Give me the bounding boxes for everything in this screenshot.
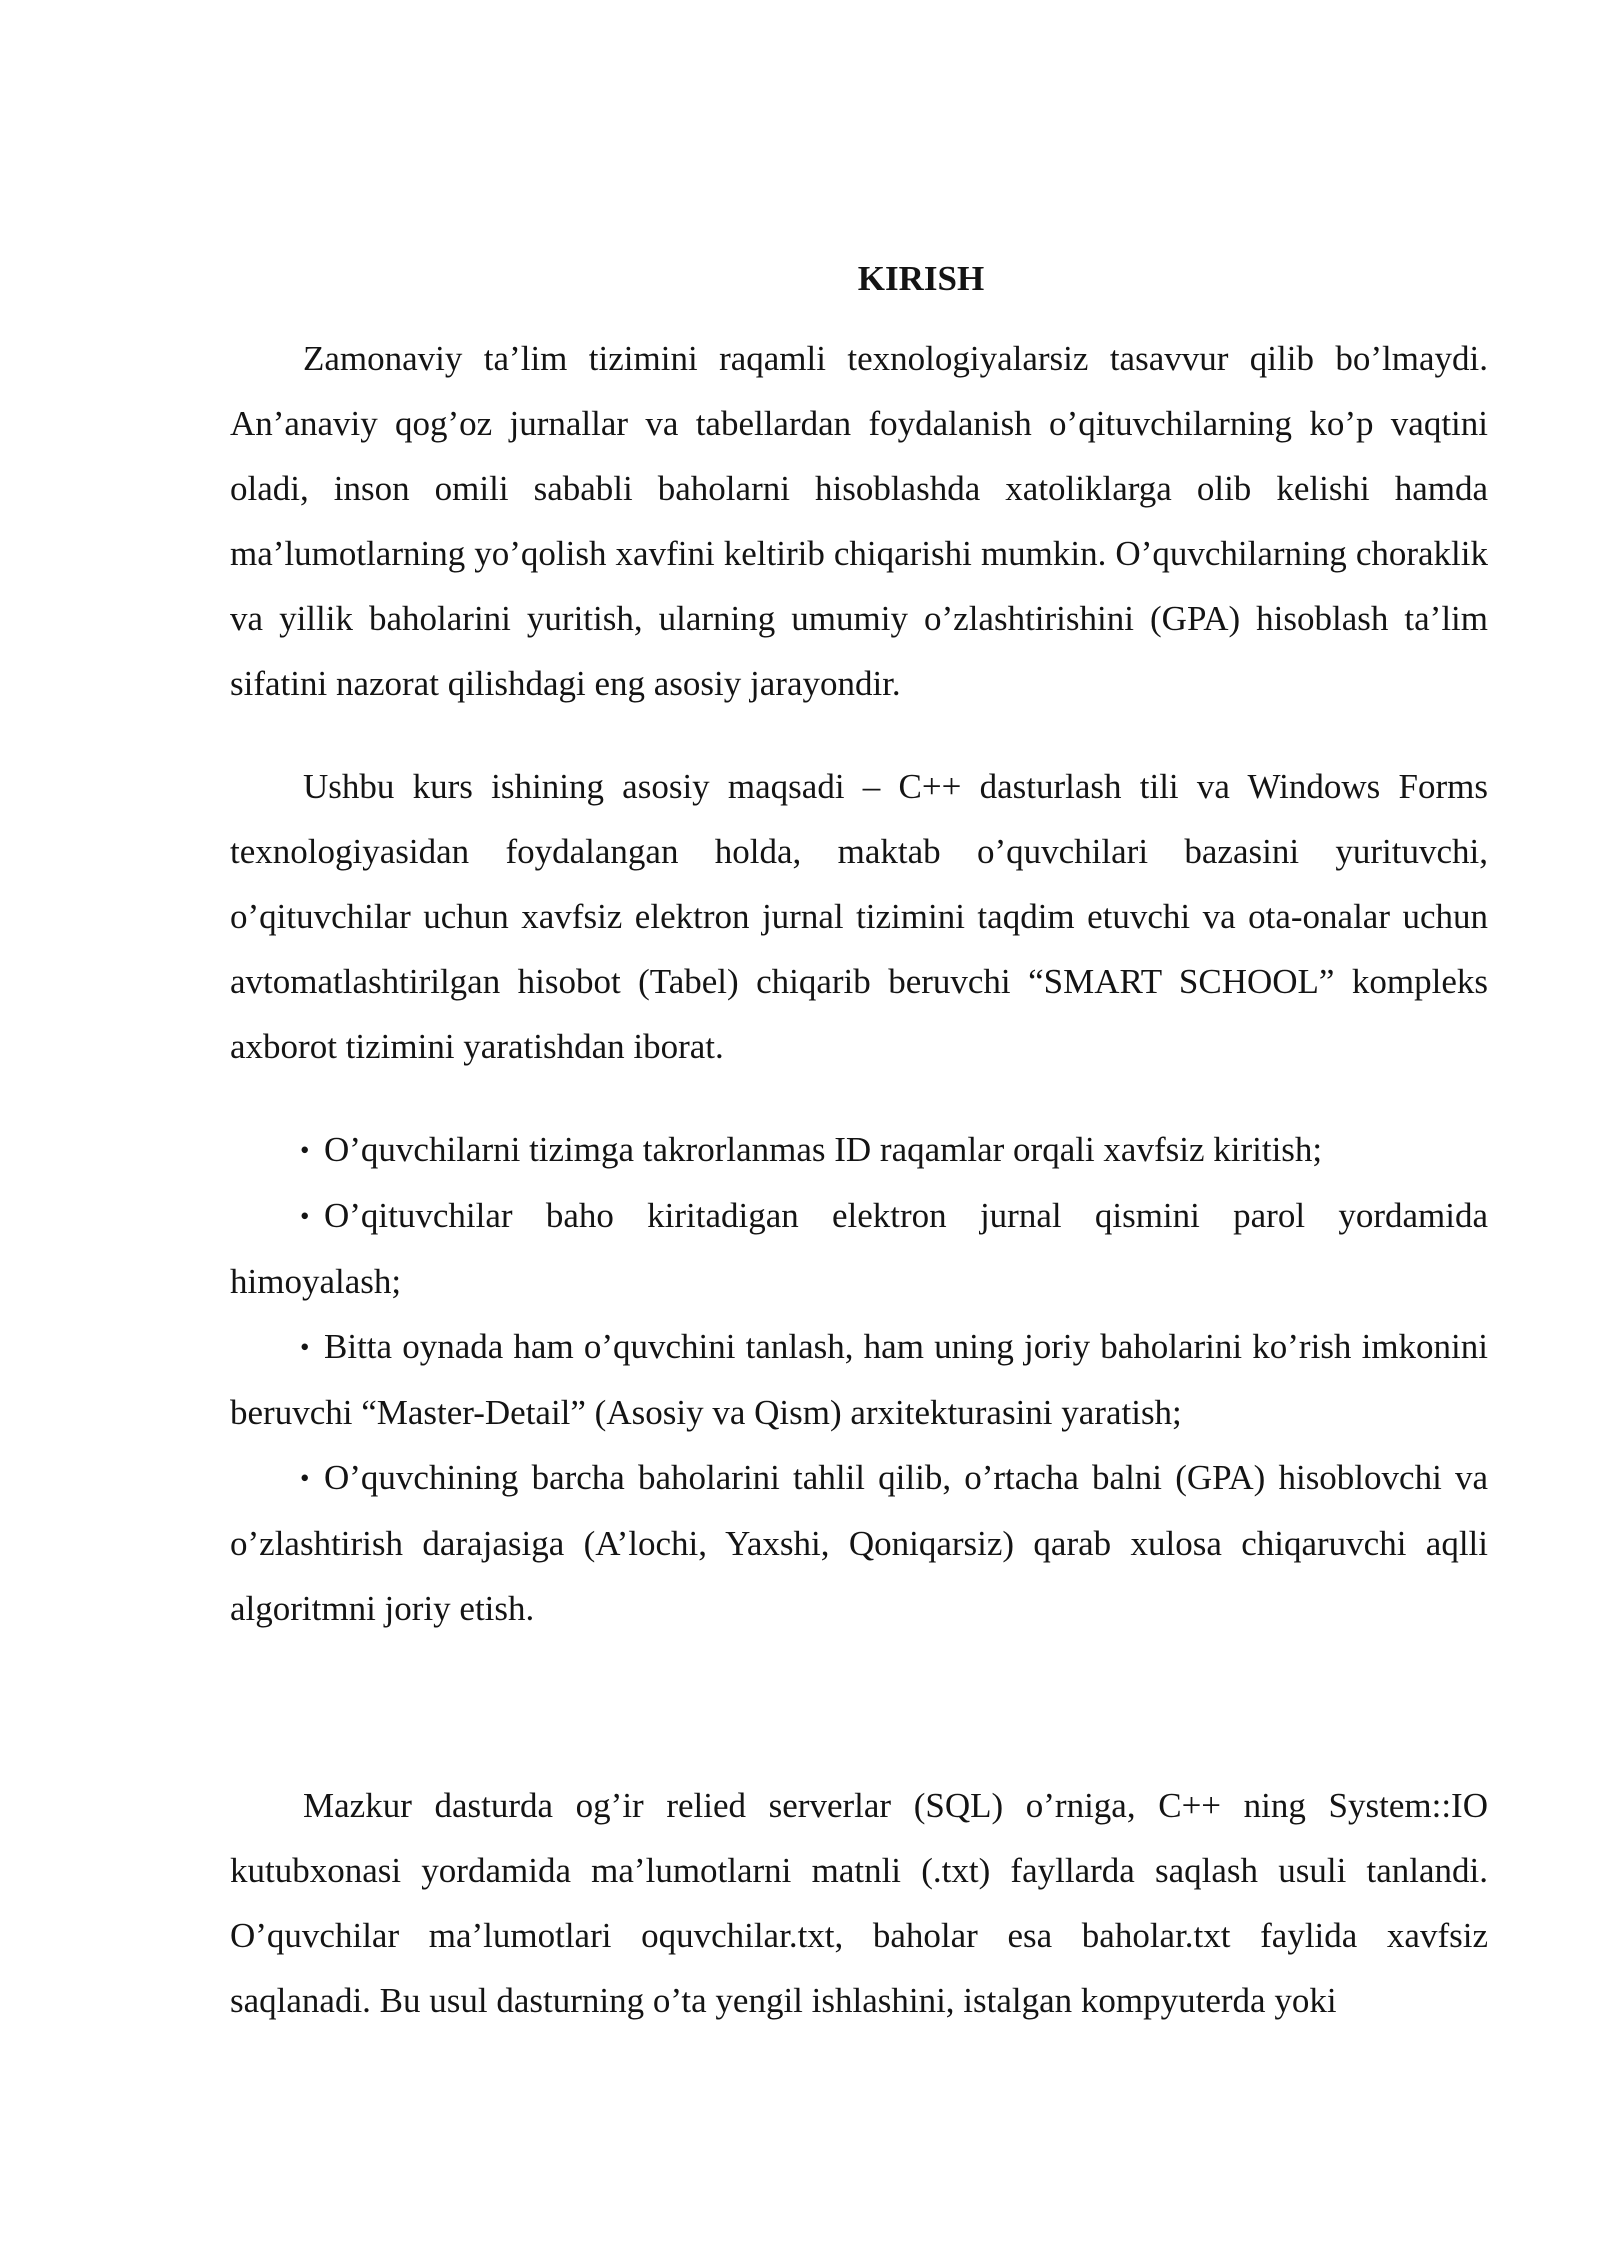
document-body: [230, 250, 1488, 2033]
bullet-icon: •: [300, 1201, 310, 1231]
task-list: [230, 1117, 1488, 1641]
list-item-text: O’quvchining barcha baholarini tahlil qilib, o’rtacha balni (GPA) hisoblovchi va o’zlashtirish darajasiga (A’lochi, Yaxshi, Qoniqarsiz) qarab xulosa chiqaruvchi aqlli algoritmni joriy etish.: [230, 1458, 1488, 1628]
bullet-icon: •: [300, 1135, 310, 1165]
list-item: [230, 1117, 1488, 1183]
list-item: [230, 1445, 1488, 1641]
list-item: [230, 1183, 1488, 1314]
spacer: [230, 1641, 1488, 1773]
goal-paragraph: Ushbu kurs ishining asosiy maqsadi – C++ dasturlash tili va Windows Forms texnologiyasidan foydalangan holda, maktab o’quvchilari bazasini yurituvchi, o’qituvchilar uchun xavfsiz elektron jurnal tizimini taqdim etuvchi va ota-onalar uchun avtomatlashtirilgan hisobot (Tabel) chiqarib beruvchi “SMART SCHOOL” kompleks axborot tizimini yaratishdan iborat.: [230, 767, 1488, 1066]
closing-paragraph: Mazkur dasturda og’ir relied serverlar (SQL) o’rniga, C++ ning System::IO kutubxonasi yordamida ma’lumotlarni matnli (.txt) fayllarda saqlash usuli tanlandi. O’quvchilar ma’lumotlari oquvchilar.txt, baholar esa baholar.txt faylida xavfsiz saqlanadi. Bu usul dasturning o’ta yengil ishlashini, istalgan kompyuterda yoki: [230, 1786, 1488, 2020]
list-item-text: O’qituvchilar baho kiritadigan elektron jurnal qismini parol yordamida himoyalash;: [230, 1196, 1488, 1301]
list-item-text: Bitta oynada ham o’quvchini tanlash, ham uning joriy baholarini ko’rish imkonini beruvchi “Master-Detail” (Asosiy va Qism) arxitekturasini yaratish;: [230, 1327, 1488, 1432]
bullet-icon: •: [300, 1332, 310, 1362]
list-item: [230, 1314, 1488, 1445]
list-item-text: O’quvchilarni tizimga takrorlanmas ID raqamlar orqali xavfsiz kiritish;: [324, 1130, 1323, 1169]
section-title: KIRISH: [857, 259, 985, 298]
intro-paragraph: Zamonaviy ta’lim tizimini raqamli texnologiyalarsiz tasavvur qilib bo’lmaydi. An’anaviy qog’oz jurnallar va tabellardan foydalanish o’qituvchilarning ko’p vaqtini oladi, inson omili sababli baholarni hisoblashda xatoliklarga olib kelishi hamda ma’lumotlarning yo’qolish xavfini keltirib chiqarishi mumkin. O’quvchilarning choraklik va yillik baholarini yuritish, ularning umumiy o’zlashtirishini (GPA) hisoblash ta’lim sifatini nazorat qilishdagi eng asosiy jarayondir.: [230, 339, 1488, 703]
bullet-icon: •: [300, 1463, 310, 1493]
